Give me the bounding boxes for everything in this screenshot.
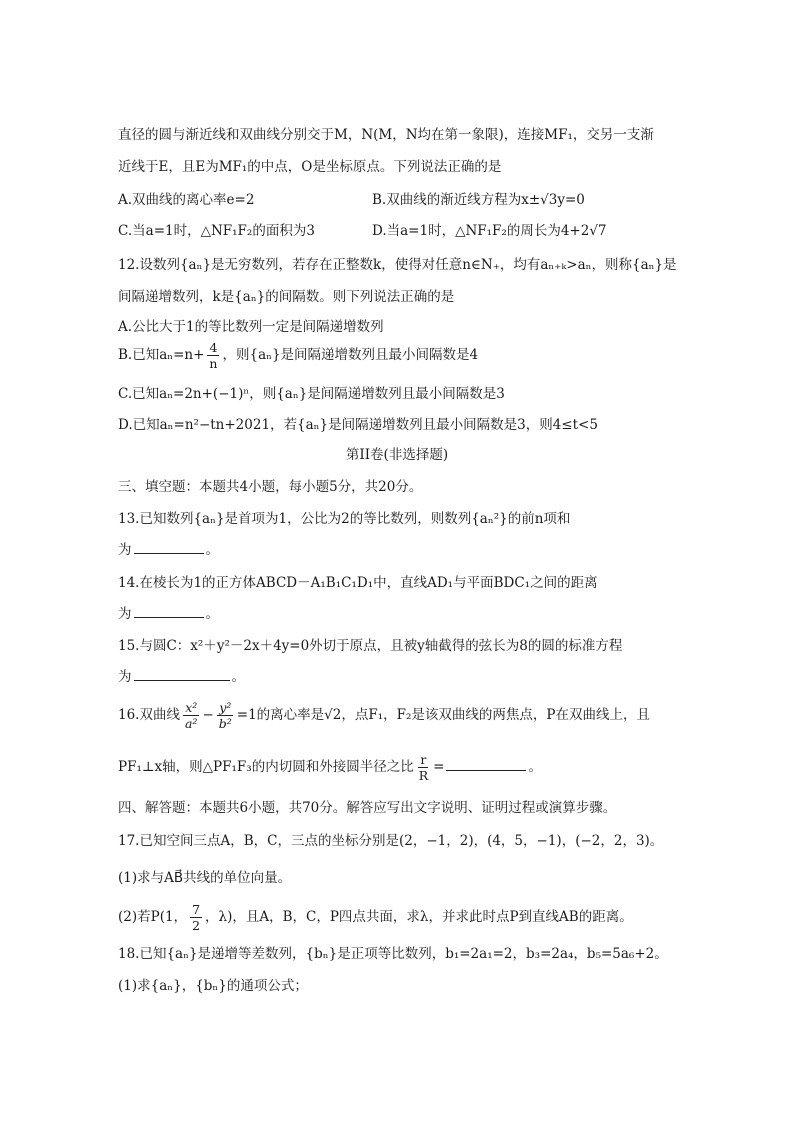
q11-option-d: D.当a=1时，△NF₁F₂的周长为4+2√7 (372, 223, 607, 239)
fraction-denominator-text: a² (184, 716, 198, 731)
q14-answer-blank[interactable] (134, 605, 204, 618)
q15-text: 15.与圆C：x²＋y²－2x＋4y=0外切于原点，且被y轴截得的弦长为8的圆的标准方程 (118, 638, 623, 654)
q12-option-a: A.公比大于1的等比数列一定是间隔递增数列 (118, 319, 384, 335)
fraction-denominator (183, 716, 199, 731)
q17-part-2-prefix: (2)若P(1， (118, 909, 188, 925)
fraction-denominator: R (418, 768, 429, 783)
q17-part-2 (118, 902, 633, 933)
section-title-part-2: 第II卷(非选择题) (345, 447, 449, 463)
fraction-7-over-2 (190, 902, 202, 933)
q11-text-line-1: 直径的圆与渐近线和双曲线分别交于M，N(M，N均在第一象限)，连接MF₁，交另一支渐 (118, 127, 654, 143)
fraction-x2-over-a2 (183, 700, 199, 731)
fraction-y2-over-b2 (217, 700, 234, 731)
q11-option-b: B.双曲线的渐近线方程为x±√3y=0 (372, 192, 585, 208)
fraction-denominator (217, 716, 234, 731)
q15-answer-suffix: 。 (231, 669, 245, 685)
minus-sign: − (202, 707, 214, 723)
q18-part-1: (1)求{aₙ}，{bₙ}的通项公式； (118, 978, 308, 994)
q16-prefix: 16.双曲线 (118, 707, 180, 723)
q13-answer-suffix: 。 (205, 542, 219, 558)
fraction-numerator: 4 (209, 340, 218, 355)
q12-text-line-1: 12.设数列{aₙ}是无穷数列，若存在正整数k，使得对任意n∈N₊，均有aₙ₊ₖ>aₙ，则称{aₙ}是 (118, 257, 677, 273)
q17-text: 17.已知空间三点A，B，C，三点的坐标分别是(2，−1，2)，(4，5，−1)，(−2，2，3)。 (118, 833, 664, 849)
q11-text-line-2: 近线于E，且E为MF₁的中点，O是坐标原点。下列说法正确的是 (118, 159, 502, 175)
q13-answer-line (118, 541, 219, 559)
equals-sign: = (433, 759, 445, 775)
q15-answer-blank[interactable] (134, 668, 230, 681)
q14-answer-line (118, 605, 219, 623)
answer-section-heading: 四、解答题：本题共6小题，共70分。解答应写出文字说明、证明过程或演算步骤。 (118, 800, 617, 816)
q12-option-d: D.已知aₙ=n²−tn+2021，若{aₙ}是间隔递增数列且最小间隔数是3，则4≤t<5 (118, 417, 598, 433)
q16-answer-blank[interactable] (446, 758, 526, 771)
q11-option-a: A.双曲线的离心率e=2 (118, 192, 255, 208)
q13-text: 13.已知数列{aₙ}是首项为1，公比为2的等比数列，则数列{aₙ²}的前n项和 (118, 511, 571, 527)
fraction-denominator: n (209, 356, 218, 371)
q15-answer-line (118, 668, 245, 686)
q14-answer-suffix: 。 (205, 606, 219, 622)
q16-text-line-2 (118, 752, 542, 783)
fraction-4-over-n (207, 340, 219, 371)
q16-line-2-prefix: PF₁⊥x轴，则△PF₁F₃的内切圆和外接圆半径之比 (118, 759, 414, 775)
q17-part-2-suffix: ，λ)，且A，B，C，P四点共面，求λ，并求此时点P到直线AB的距离。 (205, 909, 633, 925)
q16-answer-suffix: 。 (528, 759, 542, 775)
fraction-numerator-text: x² (185, 700, 198, 715)
q13-answer-blank[interactable] (134, 541, 204, 554)
fraction-numerator: 7 (192, 902, 201, 917)
q13-answer-prefix: 为 (118, 542, 132, 558)
q14-text: 14.在棱长为1的正方体ABCD－A₁B₁C₁D₁中，直线AD₁与平面BDC₁之间的距离 (118, 575, 598, 591)
q11-option-c: C.当a=1时，△NF₁F₂的面积为3 (118, 223, 315, 239)
q14-answer-prefix: 为 (118, 606, 132, 622)
q12-option-b-prefix: B.已知aₙ=n+ (118, 347, 205, 363)
q12-option-b-suffix: ，则{aₙ}是间隔递增数列且最小间隔数是4 (222, 347, 479, 363)
fill-in-section-heading: 三、填空题：本题共4小题，每小题5分，共20分。 (118, 479, 423, 495)
fraction-numerator-text: y² (219, 700, 232, 715)
fraction-numerator (183, 700, 199, 716)
fraction-r-over-R (417, 752, 430, 783)
fraction-denominator-text: b² (218, 716, 232, 731)
q15-answer-prefix: 为 (118, 669, 132, 685)
q16-suffix: =1的离心率是√2，点F₁，F₂是该双曲线的两焦点，P在双曲线上，且 (236, 707, 651, 723)
fraction-numerator: r (420, 752, 427, 767)
q18-text: 18.已知{aₙ}是递增等差数列，{bₙ}是正项等比数列，b₁=2a₁=2，b₃=2a₄，b₅=5a₆+2。 (118, 946, 668, 962)
q12-option-c: C.已知aₙ=2n+(−1)ⁿ，则{aₙ}是间隔递增数列且最小间隔数是3 (118, 386, 505, 402)
q17-part-1: (1)求与AB⃗共线的单位向量。 (118, 870, 292, 886)
q12-option-b (118, 340, 478, 371)
q16-text-line-1 (118, 700, 650, 731)
fraction-numerator (217, 700, 233, 716)
q12-text-line-2: 间隔递增数列，k是{aₙ}的间隔数。则下列说法正确的是 (118, 289, 455, 305)
fraction-denominator: 2 (192, 918, 201, 933)
